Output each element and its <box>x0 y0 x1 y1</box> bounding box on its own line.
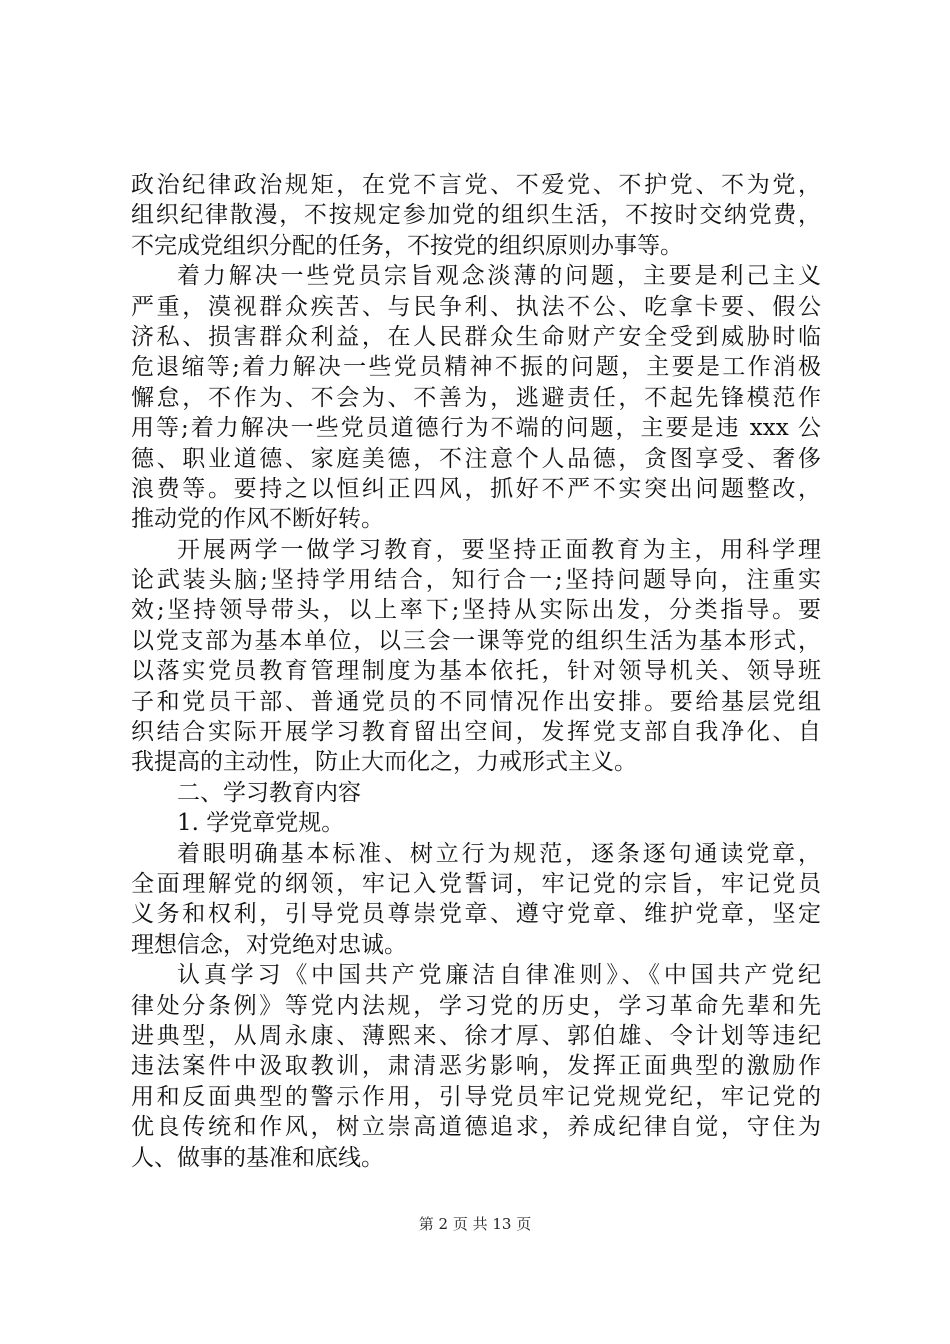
text-line: 进典型，从周永康、薄熙来、徐才厚、郭伯雄、令计划等违纪 <box>131 1022 821 1049</box>
text-line: 政治纪律政治规矩，在党不言党、不爱党、不护党、不为党， <box>131 172 821 198</box>
text-line: 效;坚持领导带头，以上率下;坚持从实际出发，分类指导。要 <box>131 597 821 624</box>
text-line: 组织纪律散漫，不按规定参加党的组织生活，不按时交纳党费， <box>131 202 821 229</box>
text-line: 织结合实际开展学习教育留出空间，发挥党支部自我净化、自 <box>131 719 821 746</box>
document-body <box>131 170 821 1173</box>
text-line: 用和反面典型的警示作用，引导党员牢记党规党纪，牢记党的 <box>131 1083 821 1110</box>
text-line: 优良传统和作风，树立崇高道德追求，养成纪律自觉，守住为 <box>131 1114 821 1141</box>
text-line: 德、职业道德、家庭美德，不注意个人品德，贪图享受、奢侈 <box>131 445 821 472</box>
text-line: 二、学习教育内容 <box>177 779 361 806</box>
text-line: 着力解决一些党员宗旨观念淡薄的问题，主要是利己主义 <box>177 263 821 290</box>
text-line: 违法案件中汲取教训，肃清恶劣影响，发挥正面典型的激励作 <box>131 1053 821 1080</box>
text-line: 全面理解党的纲领，牢记入党誓词，牢记党的宗旨，牢记党员 <box>131 870 821 897</box>
text-line: 义务和权利，引导党员尊崇党章、遵守党章、维护党章，坚定 <box>131 901 821 928</box>
text-line: 我提高的主动性，防止大而化之，力戒形式主义。 <box>131 749 637 776</box>
text-line: 济私、损害群众利益，在人民群众生命财产安全受到威胁时临 <box>131 323 821 350</box>
text-line: 以党支部为基本单位，以三会一课等党的组织生活为基本形式， <box>131 627 821 654</box>
text-line: 以落实党员教育管理制度为基本依托，针对领导机关、领导班 <box>131 658 821 685</box>
text-line: 懈怠，不作为、不会为、不善为，逃避责任，不起先锋模范作 <box>131 384 821 411</box>
text-line: 开展两学一做学习教育，要坚持正面教育为主，用科学理 <box>177 536 821 563</box>
text-line: 危退缩等;着力解决一些党员精神不振的问题，主要是工作消极 <box>131 354 821 381</box>
text-line: 着眼明确基本标准、树立行为规范，逐条逐句通读党章， <box>177 840 821 867</box>
text-line: 1. 学党章党规。 <box>177 810 345 837</box>
page-footer: 第 2 页 共 13 页 <box>418 1215 532 1233</box>
text-line: 不完成党组织分配的任务，不按党的组织原则办事等。 <box>131 232 683 259</box>
text-line: 推动党的作风不断好转。 <box>131 506 384 533</box>
text-line: 理想信念，对党绝对忠诚。 <box>131 931 407 958</box>
text-line: 浪费等。要持之以恒纠正四风，抓好不严不实突出问题整改， <box>131 475 821 502</box>
text-line: 子和党员干部、普通党员的不同情况作出安排。要给基层党组 <box>131 688 821 715</box>
text-line: 论武装头脑;坚持学用结合，知行合一;坚持问题导向，注重实 <box>131 567 821 594</box>
text-line: 律处分条例》等党内法规，学习党的历史，学习革命先辈和先 <box>131 992 821 1019</box>
text-line: 严重，漠视群众疾苦、与民争利、执法不公、吃拿卡要、假公 <box>131 293 821 320</box>
text-line: 认真学习《中国共产党廉洁自律准则》、《中国共产党纪 <box>177 962 821 989</box>
text-line: 人、做事的基准和底线。 <box>131 1144 384 1171</box>
text-line: 用等;着力解决一些党员道德行为不端的问题，主要是违 xxx 公 <box>131 415 821 442</box>
